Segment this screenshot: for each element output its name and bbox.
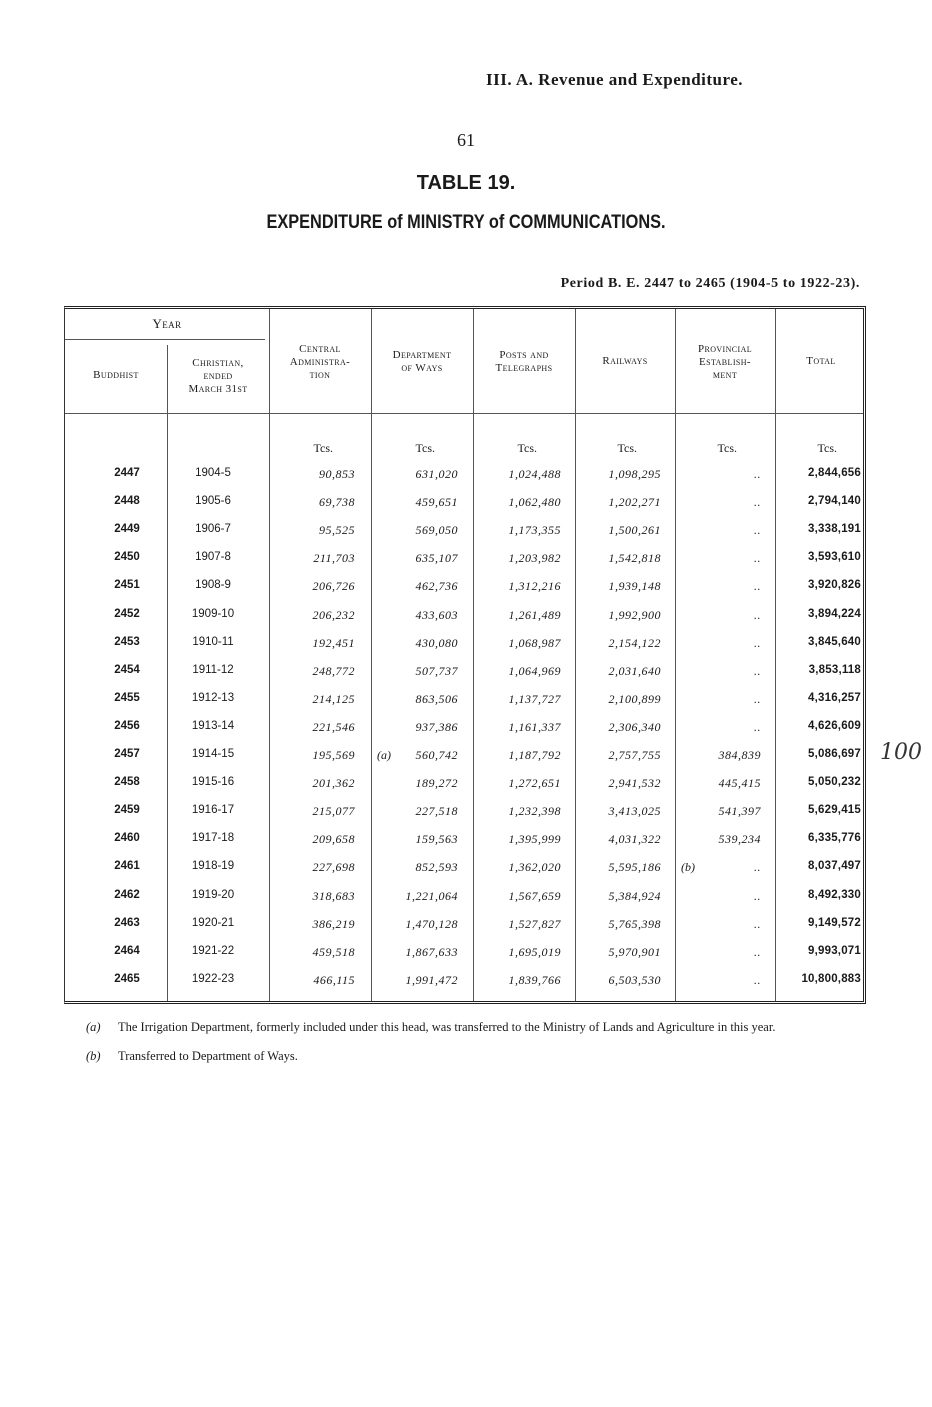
ways-header-line: of Ways bbox=[401, 362, 443, 374]
posts-telegraphs-value: 1,024,488 bbox=[508, 467, 561, 481]
posts-header-line: Posts and bbox=[499, 349, 549, 361]
total-value: 2,794,140 bbox=[808, 495, 861, 508]
railways-value: 5,765,398 bbox=[608, 916, 661, 931]
railways-value: 2,154,122 bbox=[608, 635, 661, 650]
central-administration-value: 211,703 bbox=[313, 551, 355, 566]
buddhist-year: 2454 bbox=[114, 663, 140, 676]
posts-telegraphs-value: 1,173,355 bbox=[508, 523, 561, 538]
christian-year: 1917-18 bbox=[191, 832, 235, 845]
table-row bbox=[65, 720, 867, 748]
posts-telegraphs-value: 1,362,020 bbox=[508, 860, 561, 875]
provincial-establishment-value: .. bbox=[754, 719, 761, 734]
department-of-ways-value: 863,506 bbox=[415, 691, 458, 706]
department-of-ways-value: 1,470,128 bbox=[405, 916, 458, 931]
department-of-ways-value: 189,272 bbox=[415, 776, 458, 791]
unit-label: Tcs. bbox=[817, 441, 837, 455]
table-row bbox=[65, 523, 867, 551]
central-administration-value: 466,115 bbox=[313, 972, 355, 987]
buddhist-header: Buddhist bbox=[93, 369, 139, 381]
central-administration-value: 192,451 bbox=[312, 635, 355, 650]
unit-label: Tcs. bbox=[617, 441, 637, 455]
provincial-establishment-value: .. bbox=[754, 607, 761, 622]
posts-telegraphs-value: 1,137,727 bbox=[508, 691, 561, 706]
ways-header bbox=[371, 349, 473, 375]
table-row bbox=[65, 467, 867, 495]
provincial-header-line: Provincial bbox=[697, 343, 753, 355]
footnote-mark: (a) bbox=[86, 1020, 101, 1034]
buddhist-year: 2456 bbox=[114, 719, 140, 732]
buddhist-year: 2458 bbox=[114, 776, 140, 789]
posts-telegraphs-value: 1,068,987 bbox=[508, 635, 561, 650]
central-administration-value: 221,546 bbox=[312, 719, 355, 734]
buddhist-year: 2451 bbox=[114, 579, 140, 592]
total-value: 4,316,257 bbox=[808, 691, 861, 704]
central-administration-value: 195,569 bbox=[312, 748, 355, 762]
expenditure-table bbox=[64, 306, 866, 1004]
christian-year: 1922-23 bbox=[191, 972, 235, 985]
total-header: Total bbox=[806, 355, 836, 367]
total-value: 10,800,883 bbox=[801, 972, 861, 985]
railways-value: 5,970,901 bbox=[608, 944, 661, 959]
railways-value: 1,500,261 bbox=[608, 523, 661, 538]
total-value: 8,037,497 bbox=[808, 860, 861, 873]
christian-year: 1916-17 bbox=[191, 804, 235, 817]
buddhist-year: 2464 bbox=[114, 944, 140, 957]
central-administration-value: 459,518 bbox=[312, 944, 355, 959]
provincial-establishment-value: .. bbox=[754, 663, 761, 678]
railways-value: 2,100,899 bbox=[608, 691, 661, 706]
central-administration-value: 227,698 bbox=[312, 860, 355, 875]
department-of-ways-value: 937,386 bbox=[415, 719, 458, 734]
footnote-a bbox=[86, 1018, 876, 1037]
department-of-ways-value: 459,651 bbox=[415, 495, 458, 510]
railways-header: Railways bbox=[602, 355, 648, 367]
department-of-ways-value: 569,050 bbox=[415, 523, 458, 538]
railways-value: 3,413,025 bbox=[608, 804, 661, 819]
posts-telegraphs-value: 1,527,827 bbox=[508, 916, 561, 931]
christian-header-line: ended bbox=[203, 370, 233, 382]
total-value: 5,050,232 bbox=[808, 776, 861, 789]
table-row bbox=[65, 860, 867, 888]
christian-year: 1918-19 bbox=[191, 860, 235, 873]
total-value: 5,086,697 bbox=[808, 748, 861, 760]
total-value: 8,492,330 bbox=[808, 888, 861, 901]
table-row bbox=[65, 917, 867, 945]
table-row bbox=[65, 945, 867, 973]
buddhist-year: 2465 bbox=[114, 972, 140, 985]
central-header-line: Central bbox=[299, 343, 341, 355]
posts-telegraphs-value: 1,203,982 bbox=[508, 551, 561, 566]
table-row bbox=[65, 636, 867, 664]
central-administration-value: 206,726 bbox=[312, 579, 355, 594]
unit-label: Tcs. bbox=[415, 441, 435, 455]
buddhist-year: 2462 bbox=[114, 888, 140, 901]
central-administration-value: 95,525 bbox=[319, 523, 355, 538]
unit-label: Tcs. bbox=[717, 441, 737, 455]
period-line: Period B. E. 2447 to 2465 (1904-5 to 1922-23). bbox=[560, 276, 860, 291]
department-of-ways-value: 560,742 bbox=[415, 748, 458, 762]
christian-year: 1905-6 bbox=[195, 495, 231, 508]
provincial-establishment-value: .. bbox=[754, 635, 761, 650]
provincial-establishment-value: .. bbox=[754, 691, 761, 706]
total-value: 5,629,415 bbox=[808, 804, 861, 817]
department-of-ways-value: 1,221,064 bbox=[405, 888, 458, 903]
handwritten-margin-note: 100 bbox=[880, 740, 922, 765]
christian-header bbox=[167, 357, 269, 396]
provincial-establishment-value: .. bbox=[754, 944, 761, 959]
christian-header-line: March 31st bbox=[188, 383, 248, 395]
provincial-establishment-value: .. bbox=[754, 916, 761, 931]
christian-year: 1904-5 bbox=[195, 467, 231, 479]
provincial-establishment-value: 445,415 bbox=[718, 776, 761, 791]
railways-value: 4,031,322 bbox=[608, 832, 661, 847]
christian-year: 1914-15 bbox=[191, 748, 235, 760]
total-value: 3,338,191 bbox=[808, 523, 861, 536]
christian-year: 1909-10 bbox=[191, 607, 235, 620]
central-administration-value: 214,125 bbox=[312, 691, 355, 706]
provincial-establishment-value: 539,234 bbox=[718, 832, 761, 847]
christian-year: 1908-9 bbox=[195, 579, 231, 592]
christian-header-line: Christian, bbox=[192, 357, 244, 369]
buddhist-year: 2461 bbox=[114, 860, 140, 873]
footnote-mark: (b) bbox=[86, 1049, 101, 1063]
unit-label: Tcs. bbox=[313, 441, 333, 455]
central-administration-value: 318,683 bbox=[312, 888, 355, 903]
table-row bbox=[65, 664, 867, 692]
total-value: 3,920,826 bbox=[808, 579, 861, 592]
page-number: 61 bbox=[457, 130, 475, 150]
total-value: 6,335,776 bbox=[808, 832, 861, 845]
provincial-establishment-value: .. bbox=[754, 467, 761, 481]
footnote-text: Transferred to Department of Ways. bbox=[118, 1049, 298, 1063]
railways-value: 2,941,532 bbox=[608, 776, 661, 791]
buddhist-year: 2447 bbox=[114, 467, 140, 479]
provincial-establishment-value: .. bbox=[754, 579, 761, 594]
posts-telegraphs-value: 1,062,480 bbox=[508, 495, 561, 510]
table-title: EXPENDITURE of MINISTRY of COMMUNICATIONS. bbox=[266, 212, 666, 233]
provincial-establishment-value: .. bbox=[754, 495, 761, 510]
ways-header-line: Department bbox=[392, 349, 452, 361]
unit-label: Tcs. bbox=[517, 441, 537, 455]
total-value: 3,894,224 bbox=[808, 607, 861, 620]
provincial-header-line: ment bbox=[712, 369, 738, 381]
footnotes bbox=[86, 1018, 876, 1076]
central-administration-value: 69,738 bbox=[319, 495, 355, 510]
table-row bbox=[65, 832, 867, 860]
central-administration-value: 215,077 bbox=[312, 804, 355, 819]
buddhist-year: 2460 bbox=[114, 832, 140, 845]
total-value: 3,845,640 bbox=[808, 635, 861, 648]
provincial-establishment-value: 541,397 bbox=[718, 804, 761, 819]
total-value: 3,853,118 bbox=[808, 663, 861, 676]
central-administration-value: 201,362 bbox=[312, 776, 355, 791]
railways-value: 1,992,900 bbox=[608, 607, 661, 622]
year-group-header: Year bbox=[152, 316, 182, 331]
buddhist-year: 2459 bbox=[114, 804, 140, 817]
total-value: 9,149,572 bbox=[808, 916, 861, 929]
department-of-ways-value: 635,107 bbox=[415, 551, 458, 566]
provincial-header bbox=[675, 343, 775, 382]
table-row bbox=[65, 804, 867, 832]
posts-telegraphs-value: 1,272,651 bbox=[508, 776, 561, 791]
christian-year: 1921-22 bbox=[191, 944, 235, 957]
central-header-line: tion bbox=[309, 369, 331, 381]
christian-year: 1920-21 bbox=[191, 916, 235, 929]
christian-year: 1913-14 bbox=[191, 719, 235, 732]
department-of-ways-value: 852,593 bbox=[415, 860, 458, 875]
provincial-establishment-value: .. bbox=[754, 523, 761, 538]
department-of-ways-value: 159,563 bbox=[415, 832, 458, 847]
central-header-line: Administra- bbox=[289, 356, 351, 368]
department-of-ways-value: 507,737 bbox=[415, 663, 458, 678]
railways-value: 1,939,148 bbox=[608, 579, 661, 594]
provincial-establishment-value: 384,839 bbox=[718, 748, 761, 762]
table-row bbox=[65, 748, 867, 776]
buddhist-year: 2453 bbox=[114, 635, 140, 648]
table-row bbox=[65, 973, 867, 1001]
posts-telegraphs-value: 1,695,019 bbox=[508, 944, 561, 959]
christian-year: 1919-20 bbox=[191, 888, 235, 901]
christian-year: 1915-16 bbox=[191, 776, 235, 789]
railways-value: 5,595,186 bbox=[608, 860, 661, 875]
posts-telegraphs-value: 1,187,792 bbox=[508, 748, 561, 762]
posts-header bbox=[473, 349, 575, 375]
department-of-ways-value: 433,603 bbox=[415, 607, 458, 622]
buddhist-year: 2449 bbox=[114, 523, 140, 536]
table-number: TABLE 19. bbox=[416, 172, 516, 194]
posts-telegraphs-value: 1,161,337 bbox=[508, 719, 561, 734]
railways-value: 6,503,530 bbox=[608, 972, 661, 987]
buddhist-year: 2455 bbox=[114, 691, 140, 704]
provincial-header-line: Establish- bbox=[699, 356, 751, 368]
buddhist-year: 2448 bbox=[114, 495, 140, 508]
posts-telegraphs-value: 1,839,766 bbox=[508, 972, 561, 987]
railways-value: 2,757,755 bbox=[608, 748, 661, 762]
total-value: 9,993,071 bbox=[808, 944, 861, 957]
total-value: 2,844,656 bbox=[808, 467, 861, 479]
buddhist-year: 2463 bbox=[114, 916, 140, 929]
railways-value: 1,098,295 bbox=[608, 467, 661, 481]
table-row bbox=[65, 608, 867, 636]
department-of-ways-value: 430,080 bbox=[415, 635, 458, 650]
central-administration-value: 209,658 bbox=[312, 832, 355, 847]
provincial-establishment-value: .. bbox=[754, 888, 761, 903]
department-of-ways-value: 227,518 bbox=[415, 804, 458, 819]
posts-telegraphs-value: 1,261,489 bbox=[508, 607, 561, 622]
posts-telegraphs-value: 1,567,659 bbox=[508, 888, 561, 903]
section-heading: III. A. Revenue and Expenditure. bbox=[486, 70, 744, 89]
christian-year: 1907-8 bbox=[195, 551, 231, 564]
posts-telegraphs-value: 1,312,216 bbox=[508, 579, 561, 594]
table-row bbox=[65, 889, 867, 917]
posts-telegraphs-value: 1,064,969 bbox=[508, 663, 561, 678]
railways-value: 5,384,924 bbox=[608, 888, 661, 903]
buddhist-year: 2452 bbox=[114, 607, 140, 620]
footnote-reference: (b) bbox=[681, 860, 695, 875]
provincial-establishment-value: .. bbox=[754, 860, 761, 875]
provincial-establishment-value: .. bbox=[754, 972, 761, 987]
central-administration-value: 386,219 bbox=[312, 916, 355, 931]
railways-value: 1,542,818 bbox=[608, 551, 661, 566]
posts-telegraphs-value: 1,232,398 bbox=[508, 804, 561, 819]
table-row bbox=[65, 776, 867, 804]
footnote-b bbox=[86, 1047, 876, 1066]
posts-header-line: Telegraphs bbox=[495, 362, 553, 374]
department-of-ways-value: 462,736 bbox=[415, 579, 458, 594]
provincial-establishment-value: .. bbox=[754, 551, 761, 566]
central-administration-value: 248,772 bbox=[312, 663, 355, 678]
christian-year: 1906-7 bbox=[195, 523, 231, 536]
footnote-text: The Irrigation Department, formerly included under this head, was transferred to the Ministry of Lands and Agriculture in this year. bbox=[118, 1020, 776, 1034]
department-of-ways-value: 631,020 bbox=[415, 467, 458, 481]
buddhist-year: 2450 bbox=[114, 551, 140, 564]
railways-value: 2,306,340 bbox=[608, 719, 661, 734]
department-of-ways-value: 1,867,633 bbox=[405, 944, 458, 959]
table-row bbox=[65, 692, 867, 720]
railways-value: 1,202,271 bbox=[608, 495, 661, 510]
central-header bbox=[269, 343, 371, 382]
posts-telegraphs-value: 1,395,999 bbox=[508, 832, 561, 847]
footnote-reference: (a) bbox=[377, 748, 391, 762]
table-row bbox=[65, 551, 867, 579]
railways-value: 2,031,640 bbox=[608, 663, 661, 678]
total-value: 3,593,610 bbox=[808, 551, 861, 564]
table-row bbox=[65, 495, 867, 523]
department-of-ways-value: 1,991,472 bbox=[405, 972, 458, 987]
central-administration-value: 90,853 bbox=[319, 467, 355, 481]
christian-year: 1911-12 bbox=[192, 663, 234, 676]
table-row bbox=[65, 579, 867, 607]
christian-year: 1910-11 bbox=[192, 635, 234, 648]
buddhist-year: 2457 bbox=[114, 748, 140, 760]
christian-year: 1912-13 bbox=[191, 691, 235, 704]
total-value: 4,626,609 bbox=[808, 719, 861, 732]
central-administration-value: 206,232 bbox=[312, 607, 355, 622]
